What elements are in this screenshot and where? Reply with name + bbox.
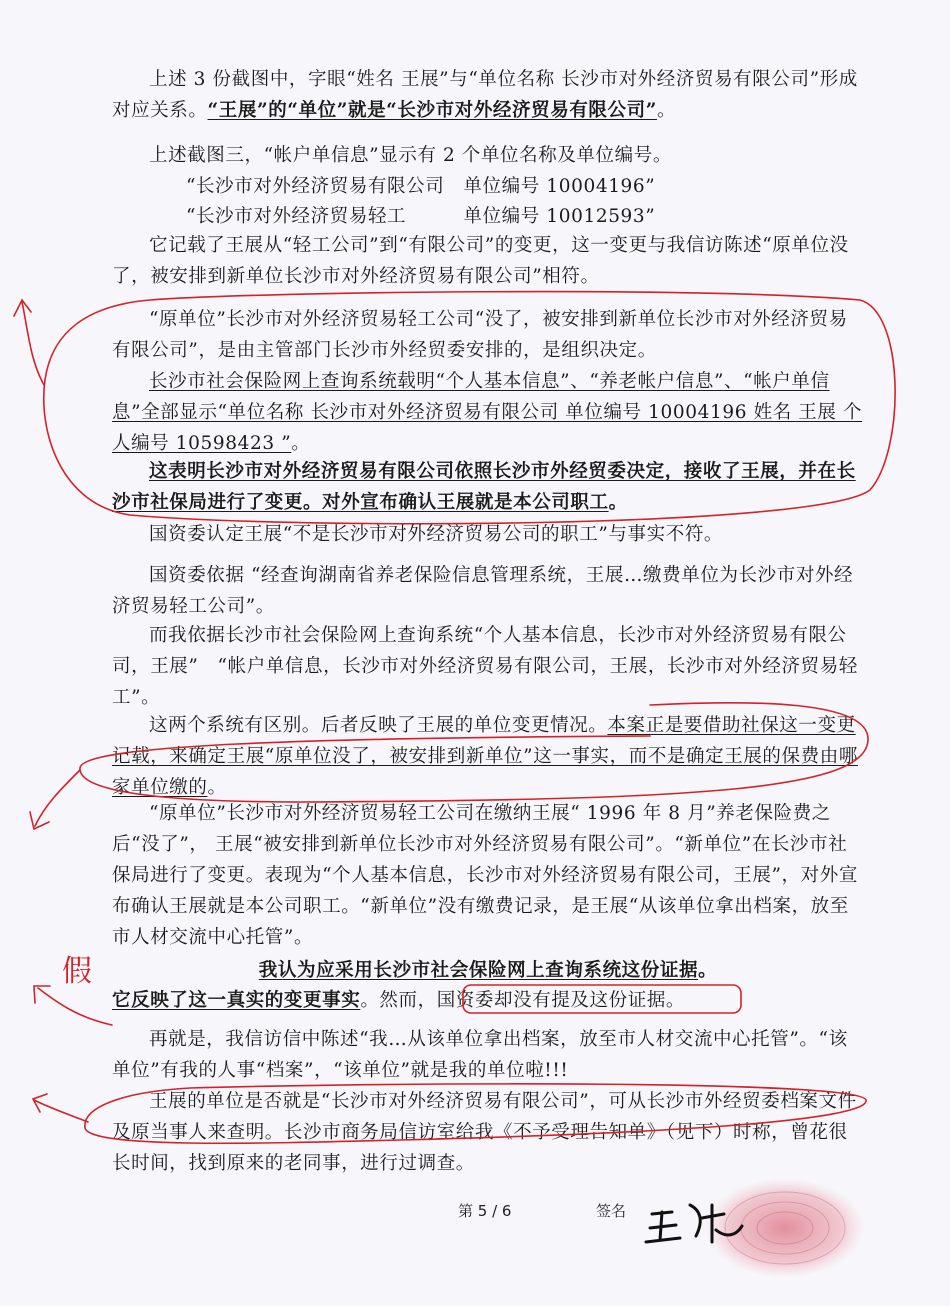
paragraph-10-text-b: 本案正是要借助社保这一变更记载，来确定王展“原单位没了，被安排到新单位”这一事实，而不是确定王展的保费由哪家单位缴的: [112, 715, 858, 798]
handwritten-signature: [646, 1205, 742, 1242]
paragraph-9: 而我依据长沙市社会保险网上查询系统“个人基本信息，长沙市对外经济贸易有限公司，王展” “帐户单信息，长沙市对外经济贸易有限公司，王展，长沙市对外经济贸易轻工”。: [112, 625, 858, 708]
paragraph-1: [112, 64, 864, 126]
evidence-end: 。: [665, 990, 686, 1011]
paragraph-11: “原单位”长沙市对外经济贸易轻工公司在缴纳王展“ 1996 年 8 月”养老保险费之后“没了”， 王展“被安排到新单位长沙市对外经济贸易有限公司”。“新单位”在长沙市社保局进行了变更。表现为“个人基本信息，长沙市对外经济贸易有限公司，王展”，对外宣布确认王展就是本公司职工。“新单位”没有缴费记录，是王展“从该单位拿出档案，放至市人材交流中心托管”。: [112, 803, 858, 948]
paragraph-1-bold: “王展”的“单位”就是“长沙市对外经济贸易有限公司”: [207, 100, 657, 121]
arrow-annotation-1: [14, 300, 44, 385]
arrow-annotation-4: [33, 1094, 88, 1122]
paragraph-13: 再就是，我信访信中陈述“我…从该单位拿出档案，放至市人材交流中心托管”。“该单位”有我的人事“档案”，“该单位”就是我的单位啦!!!: [112, 1029, 848, 1081]
paragraph-12-line-1: [112, 955, 864, 986]
paragraph-10-text-a: 这两个系统有区别。后者反映了王展的单位变更情况。: [149, 715, 608, 736]
paragraph-6-end: 。: [608, 492, 628, 513]
evidence-claim-end: 。: [698, 960, 718, 981]
paragraph-7: 国资委认定王展“不是长沙市对外经济贸易公司的职工”与事实不符。: [149, 524, 724, 545]
paragraph-4: “原单位”长沙市对外经济贸易轻工公司“没了，被安排到新单位长沙市对外经济贸易有限公司”，是由主管部门长沙市外经贸委安排的，是组织决定。: [112, 309, 848, 361]
paragraph-8: 国资委依据 “经查询湖南省养老保险信息管理系统，王展…缴费单位为长沙市对外经济贸易轻工公司”。: [112, 565, 854, 617]
fingerprint-stamp: [705, 1178, 865, 1278]
paragraph-10: [112, 710, 864, 803]
paragraph-12-line-2: [112, 985, 864, 1016]
paragraph-6: [112, 456, 864, 518]
unit-line-1: “长沙市对外经济贸易有限公司 单位编号 10004196”: [186, 176, 656, 197]
paragraph-1-end: 。: [656, 100, 677, 121]
paragraph-5-text: 长沙市社会保险网上查询系统载明“个人基本信息”、“养老帐户信息”、“帐户单信息”全部显示“单位名称 长沙市对外经济贸易有限公司 单位编号 10004196 姓名 王展 个人编号 10598423 ”: [112, 371, 863, 454]
paragraph-1-text: 上述 3 份截图中，字眼“姓名 王展”与“单位名称 长沙市对外经济贸易有限公司”形成对应关系。: [112, 69, 858, 121]
paragraph-10-end: 。: [207, 777, 227, 798]
paragraph-5-end: 。: [291, 433, 311, 454]
unit-line-2: “长沙市对外经济贸易轻工 单位编号 10012593”: [186, 206, 656, 227]
evidence-claim: 我认为应采用长沙市社会保险网上查询系统这份证据: [258, 960, 699, 981]
paragraph-3: 它记载了王展从“轻工公司”到“有限公司”的变更，这一变更与我信访陈述“原单位没了，被安排到新单位长沙市对外经济贸易有限公司”相符。: [112, 235, 849, 287]
page-number: 第 5 / 6: [458, 1202, 512, 1220]
evidence-mid: 。然而，: [360, 990, 437, 1011]
evidence-boxed: 国资委却没有提及这份证据: [436, 990, 666, 1011]
arrow-annotation-3: [34, 986, 112, 1025]
signature-label: 签名: [596, 1202, 627, 1220]
paragraph-14: 王展的单位是否就是“长沙市对外经济贸易有限公司”，可从长沙市外经贸委档案文件及原当事人来查明。长沙市商务局信访室给我《不予受理告知单》（见下）时称，曾花很长时间，找到原来的老同事，进行过调查。: [112, 1091, 857, 1174]
fake-annotation-mark: 假: [62, 954, 92, 989]
evidence-fact: 它反映了这一真实的变更事实: [112, 990, 361, 1011]
paragraph-6-text: 这表明长沙市对外经济贸易有限公司依照长沙市外经贸委决定，接收了王展，并在长沙市社保局进行了变更。对外宣布确认王展就是本公司职工: [112, 461, 856, 513]
paragraph-2: 上述截图三，“帐户单信息”显示有 2 个单位名称及单位编号。: [149, 145, 672, 166]
paragraph-5: [112, 366, 864, 459]
arrow-annotation-2: [30, 770, 80, 829]
